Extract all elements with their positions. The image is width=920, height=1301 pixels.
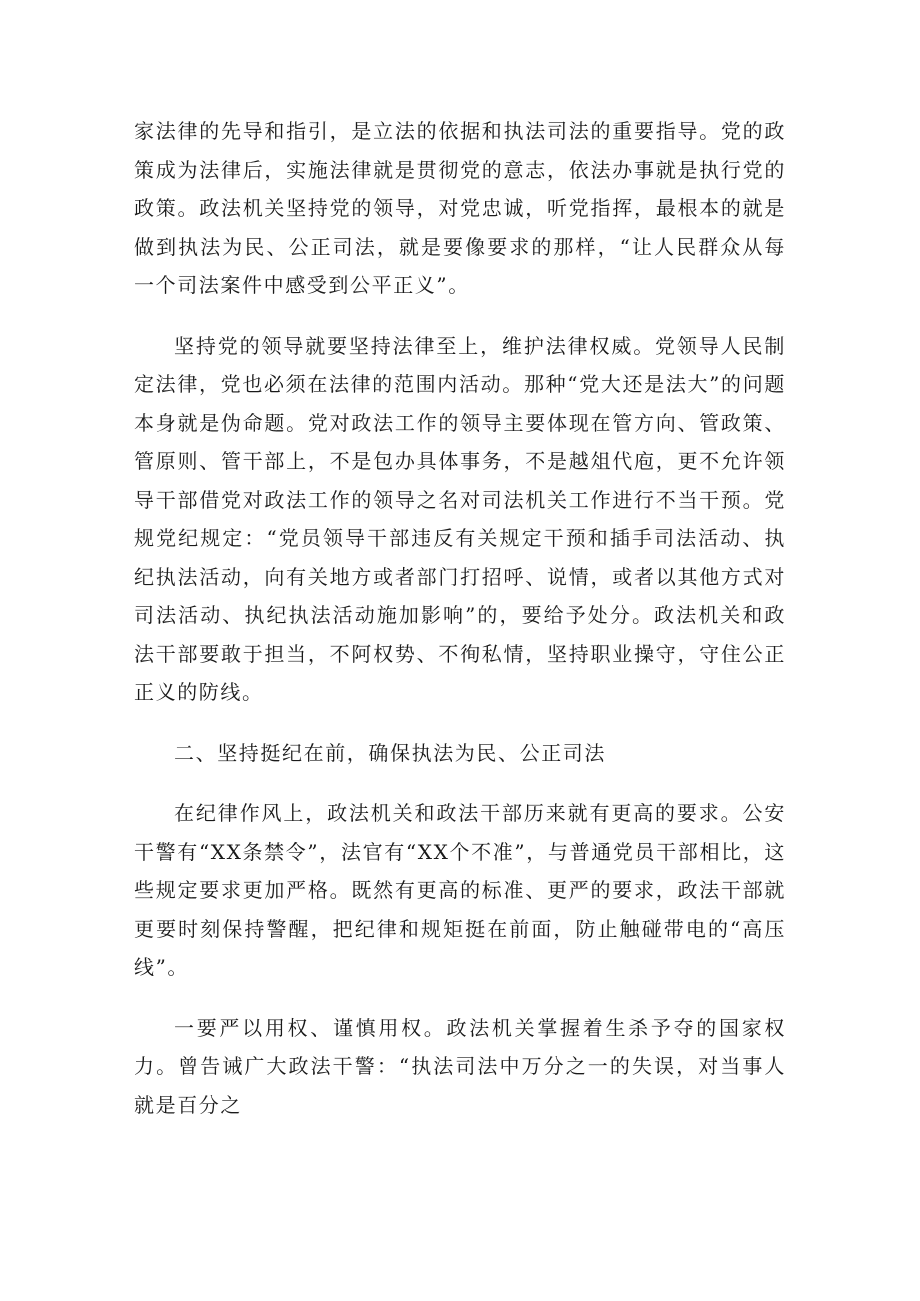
paragraph-3: 在纪律作风上，政法机关和政法干部历来就有更高的要求。公安干警有“XX条禁令”，法官有“XX个不准”，与普通党员干部相比，这些规定要求更加严格。既然有更高的标准、更严的要求，政法干部就更要时刻保持警醒，把纪律和规矩挺在前面，防止触碰带电的“高压线”。 <box>134 801 786 979</box>
paragraph-1: 家法律的先导和指引，是立法的依据和执法司法的重要指导。党的政策成为法律后，实施法律就是贯彻党的意志，依法办事就是执行党的政策。政法机关坚持党的领导，对党忠诚，听党指挥，最根本的就是做到执法为民、公正司法，就是要像要求的那样，“让人民群众从每一个司法案件中感受到公平正义”。 <box>134 119 786 297</box>
section-heading-2: 二、坚持挺纪在前，确保执法为民、公正司法 <box>174 740 606 765</box>
document-body <box>134 112 786 1146</box>
paragraph-2: 坚持党的领导就要坚持法律至上，维护法律权威。党领导人民制定法律，党也必须在法律的范围内活动。那种“党大还是法大”的问题本身就是伪命题。党对政法工作的领导主要体现在管方向、管政策、管原则、管干部上，不是包办具体事务，不是越俎代庖，更不允许领导干部借党对政法工作的领导之名对司法机关工作进行不当干预。党规党纪规定：“党员领导干部违反有关规定干预和插手司法活动、执纪执法活动，向有关地方或者部门打招呼、说情，或者以其他方式对司法活动、执纪执法活动施加影响”的，要给予处分。政法机关和政法干部要敢于担当，不阿权势、不徇私情，坚持职业操守，守住公正正义的防线。 <box>134 333 786 704</box>
paragraph-4: 一要严以用权、谨慎用权。政法机关掌握着生杀予夺的国家权力。曾告诫广大政法干警：“执法司法中万分之一的失误，对当事人就是百分之 <box>134 1015 786 1117</box>
